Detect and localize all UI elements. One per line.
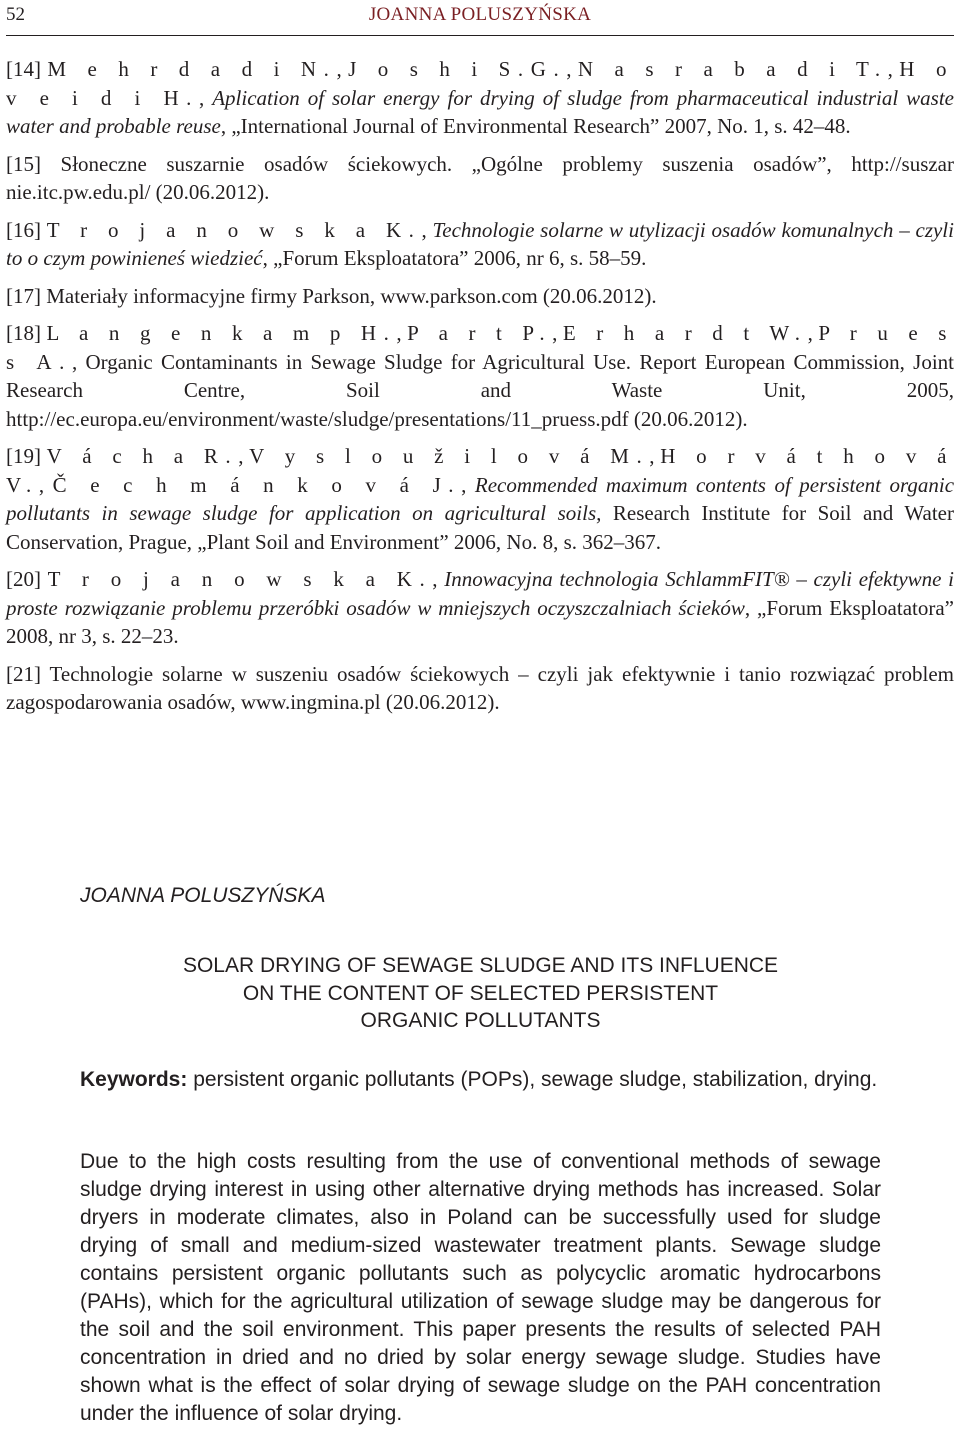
reference-title: Innowacyjna technologia SchlammFIT® – czyli efektywne i proste rozwiązanie problemu przeróbki osadów w mniejszych oczyszczalniach ścieków	[6, 567, 954, 620]
abstract: Due to the high costs resulting from the use of conventional methods of sewage sludge drying interest in using other alternative drying methods has increased. Solar dryers in moderate climates, also in Poland can be successfully used for sludge drying of small and medium-sized wastewater treatment plants. Sewage sludge contains persistent organic pollutants such as polycyclic aromatic hydrocarbons (PAHs), which for the agricultural utilization of sewage sludge may be dangerous for the soil and the soil environment. This paper presents the results of selected PAH concentration in dried and no dried by solar energy sewage sludge. Studies have shown what is the effect of solar drying of sewage sludge on the PAH concentration under the influence of solar drying.	[80, 1150, 881, 1425]
author: L a n g e n k a m p H.	[46, 321, 397, 345]
reference-16: [16] T r o j a n o w s k a K., Technologie solarne w utylizacji osadów komunalnych – czyli to o czym powinieneś wiedzieć, „Forum Eksploatatora” 2006, nr 6, s. 58–59.	[6, 217, 954, 270]
keywords-text: persistent organic pollutants (POPs), sewage sludge, stabilization, drying.	[187, 1068, 878, 1091]
reference-19: [19] V á c h a R., V y s l o u ž i l o v á M., H o r v á t h o v á V., Č e c h m á n k o v á J., Recommended maximum contents of persistent organic pollutants in sewage sludge for application on agricultural soils, Research Institute for Soil and Water Conservation, Prague, „Plant Soil and Environment” 2006, No. 8, s. 362–367.	[6, 444, 955, 554]
keywords	[80, 1066, 881, 1094]
author: N a s r a b a d i T.	[577, 57, 888, 81]
author: P a r t P.	[407, 321, 553, 345]
author: H o r v á t h o v á V.	[6, 444, 954, 497]
author: H o v e i d i H.	[6, 57, 955, 110]
author: P r u e s s A.	[6, 321, 955, 374]
author: V á c h a R.	[46, 444, 239, 468]
author: M e h r d a d i N.	[47, 57, 337, 81]
author: J o s h i S.G.	[348, 57, 567, 81]
reference-18: [18] L a n g e n k a m p H., P a r t P., E r h a r d t W., P r u e s s A., Organic Contaminants in Sewage Sludge for Agricultural Use. Report European Commission, Joint Research Centre, Soil and Waste Unit, 2005, http://ec.europa.eu/environment/waste/sludge/presentations/11_pruess.pdf (20.06.2012).	[6, 321, 955, 431]
header-rule	[6, 35, 954, 36]
english-title	[80, 952, 881, 1035]
reference-15: [15] Słoneczne suszarnie osadów ściekowych. „Ogólne problemy suszenia osadów”, http://suszar nie.itc.pw.edu.pl/ (20.06.2012).	[6, 151, 954, 204]
title-line: SOLAR DRYING OF SEWAGE SLUDGE AND ITS INFLUENCE	[182, 954, 779, 977]
reference-title: Recommended maximum contents of persistent organic pollutants in sewage sludge for application on agricultural soils,	[6, 472, 955, 525]
running-head: JOANNA POLUSZYŃSKA	[368, 4, 592, 25]
reference-title: Aplication of solar energy for drying of sludge from pharmaceutical industrial waste water and probable reuse	[6, 85, 954, 138]
reference-list	[6, 55, 954, 726]
reference-20: [20] T r o j a n o w s k a K., Innowacyjna technologia SchlammFIT® – czyli efektywne i proste rozwiązanie problemu przeróbki osadów w mniejszych oczyszczalniach ścieków, „Forum Eksploatatora” 2008, nr 3, s. 22–23.	[6, 567, 955, 648]
author: Č e c h m á n k o v á J.	[52, 472, 462, 497]
reference-17: [17] Materiały informacyjne firmy Parkson, www.parkson.com (20.06.2012).	[6, 283, 657, 308]
author: T r o j a n o w s k a K.	[46, 217, 422, 242]
keywords-label: Keywords:	[80, 1068, 188, 1091]
page-number: 52	[6, 4, 25, 25]
reference-title: Technologie solarne w utylizacji osadów komunalnych – czyli to o czym powinieneś wiedzieć	[6, 217, 954, 270]
author: V y s l o u ž i l o v á M.	[249, 444, 650, 468]
author: E r h a r d t W.	[562, 321, 808, 345]
title-line: ORGANIC POLLUTANTS	[360, 1009, 601, 1032]
author: T r o j a n o w s k a K.	[47, 567, 433, 591]
english-author: JOANNA POLUSZYŃSKA	[80, 884, 326, 907]
page-header	[6, 4, 954, 34]
title-line: ON THE CONTENT OF SELECTED PERSISTENT	[242, 981, 719, 1005]
reference-21: [21] Technologie solarne w suszeniu osadów ściekowych – czyli jak efektywnie i tanio rozwiązać problem zagospodarowania osadów, www.ingmina.pl (20.06.2012).	[6, 661, 954, 714]
reference-14: [14] M e h r d a d i N., J o s h i S.G., N a s r a b a d i T., H o v e i d i H., Aplication of solar energy for drying of sludge from pharmaceutical industrial waste water and probable reuse, „International Journal of Environmental Research” 2007, No. 1, s. 42–48.	[6, 57, 955, 138]
